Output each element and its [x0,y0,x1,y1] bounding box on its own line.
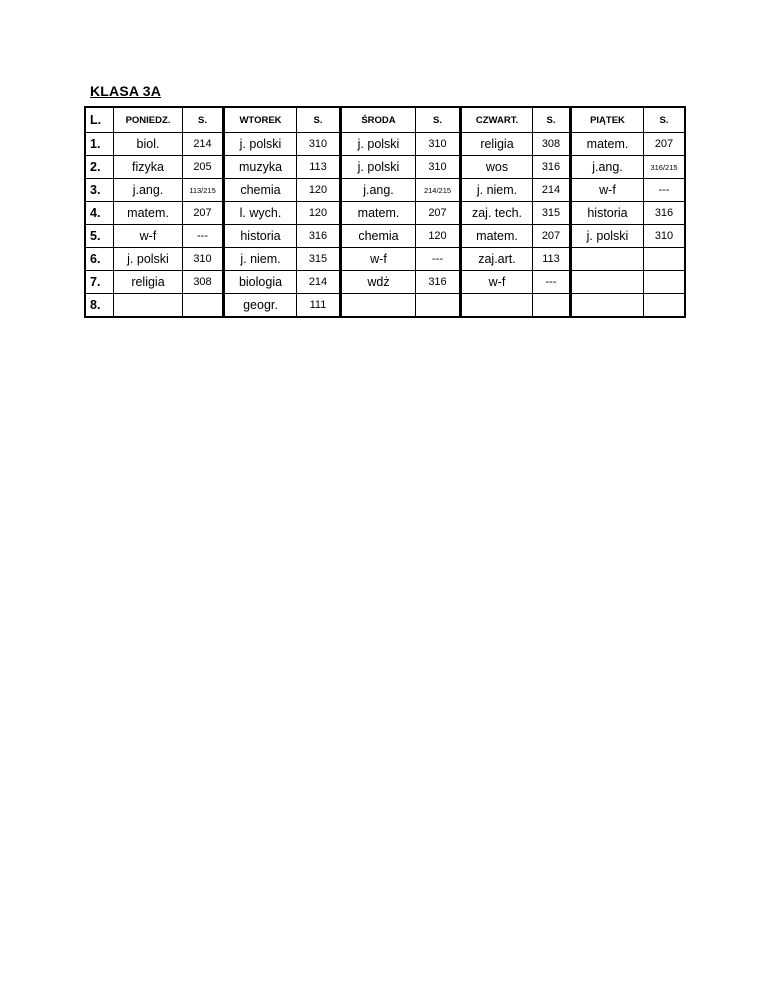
header-tuesday: WTOREK [223,108,296,132]
thursday-room: 113 [532,247,570,270]
table-row [86,178,684,201]
wednesday-room: 310 [415,155,460,178]
monday-subject: j.ang. [113,178,182,201]
tuesday-subject: muzyka [223,155,296,178]
monday-subject: fizyka [113,155,182,178]
wednesday-room: 207 [415,201,460,224]
thursday-room: --- [532,270,570,293]
lesson-number: 6. [86,247,113,270]
friday-subject [570,293,643,316]
header-monday-room: S. [182,108,223,132]
friday-room: 316 [643,201,684,224]
tuesday-room: 111 [296,293,340,316]
header-friday-room: S. [643,108,684,132]
header-wednesday: ŚRODA [340,108,415,132]
thursday-room: 207 [532,224,570,247]
thursday-subject [460,293,532,316]
thursday-room: 308 [532,132,570,155]
monday-subject: biol. [113,132,182,155]
thursday-subject: matem. [460,224,532,247]
monday-room [182,293,223,316]
friday-room: 316/215 [643,155,684,178]
header-thursday: CZWART. [460,108,532,132]
lesson-number: 5. [86,224,113,247]
thursday-room: 214 [532,178,570,201]
table-row [86,224,684,247]
tuesday-subject: biologia [223,270,296,293]
wednesday-subject: chemia [340,224,415,247]
wednesday-room [415,293,460,316]
wednesday-room: 310 [415,132,460,155]
monday-subject: matem. [113,201,182,224]
header-thursday-room: S. [532,108,570,132]
thursday-subject: w-f [460,270,532,293]
tuesday-room: 120 [296,178,340,201]
tuesday-room: 316 [296,224,340,247]
thursday-subject: j. niem. [460,178,532,201]
wednesday-room: 214/215 [415,178,460,201]
table-row [86,132,684,155]
header-friday: PIĄTEK [570,108,643,132]
monday-room: 113/215 [182,178,223,201]
header-row [86,108,684,132]
thursday-room: 316 [532,155,570,178]
thursday-room: 315 [532,201,570,224]
page-title: KLASA 3A [90,83,162,99]
table-row [86,270,684,293]
friday-room [643,247,684,270]
tuesday-subject: j. niem. [223,247,296,270]
monday-subject: w-f [113,224,182,247]
tuesday-subject: geogr. [223,293,296,316]
tuesday-subject: j. polski [223,132,296,155]
monday-subject [113,293,182,316]
monday-room: 308 [182,270,223,293]
table-row [86,155,684,178]
wednesday-subject: j. polski [340,132,415,155]
tuesday-room: 120 [296,201,340,224]
monday-room: 214 [182,132,223,155]
friday-subject: matem. [570,132,643,155]
header-monday: PONIEDZ. [113,108,182,132]
wednesday-room: --- [415,247,460,270]
thursday-subject: wos [460,155,532,178]
header-tuesday-room: S. [296,108,340,132]
wednesday-room: 120 [415,224,460,247]
friday-subject [570,247,643,270]
wednesday-subject: wdż [340,270,415,293]
friday-room [643,270,684,293]
table-row [86,201,684,224]
header-wednesday-room: S. [415,108,460,132]
thursday-subject: zaj.art. [460,247,532,270]
table-row [86,293,684,316]
wednesday-subject: matem. [340,201,415,224]
friday-room: 310 [643,224,684,247]
lesson-number: 4. [86,201,113,224]
monday-room: 207 [182,201,223,224]
table-row [86,247,684,270]
friday-subject [570,270,643,293]
friday-room: --- [643,178,684,201]
wednesday-subject: j.ang. [340,178,415,201]
monday-room: --- [182,224,223,247]
tuesday-room: 214 [296,270,340,293]
friday-subject: j.ang. [570,155,643,178]
lesson-number: 7. [86,270,113,293]
timetable [84,106,686,318]
tuesday-room: 310 [296,132,340,155]
monday-subject: religia [113,270,182,293]
friday-subject: historia [570,201,643,224]
header-lesson: L. [90,113,102,127]
thursday-subject: zaj. tech. [460,201,532,224]
friday-subject: j. polski [570,224,643,247]
friday-room [643,293,684,316]
monday-subject: j. polski [113,247,182,270]
lesson-number: 2. [86,155,113,178]
tuesday-subject: l. wych. [223,201,296,224]
tuesday-subject: historia [223,224,296,247]
friday-room: 207 [643,132,684,155]
tuesday-subject: chemia [223,178,296,201]
lesson-number: 3. [86,178,113,201]
tuesday-room: 113 [296,155,340,178]
wednesday-subject: j. polski [340,155,415,178]
monday-room: 310 [182,247,223,270]
wednesday-subject [340,293,415,316]
wednesday-subject: w-f [340,247,415,270]
thursday-room [532,293,570,316]
friday-subject: w-f [570,178,643,201]
monday-room: 205 [182,155,223,178]
lesson-number: 1. [86,132,113,155]
lesson-number: 8. [86,293,113,316]
thursday-subject: religia [460,132,532,155]
tuesday-room: 315 [296,247,340,270]
wednesday-room: 316 [415,270,460,293]
